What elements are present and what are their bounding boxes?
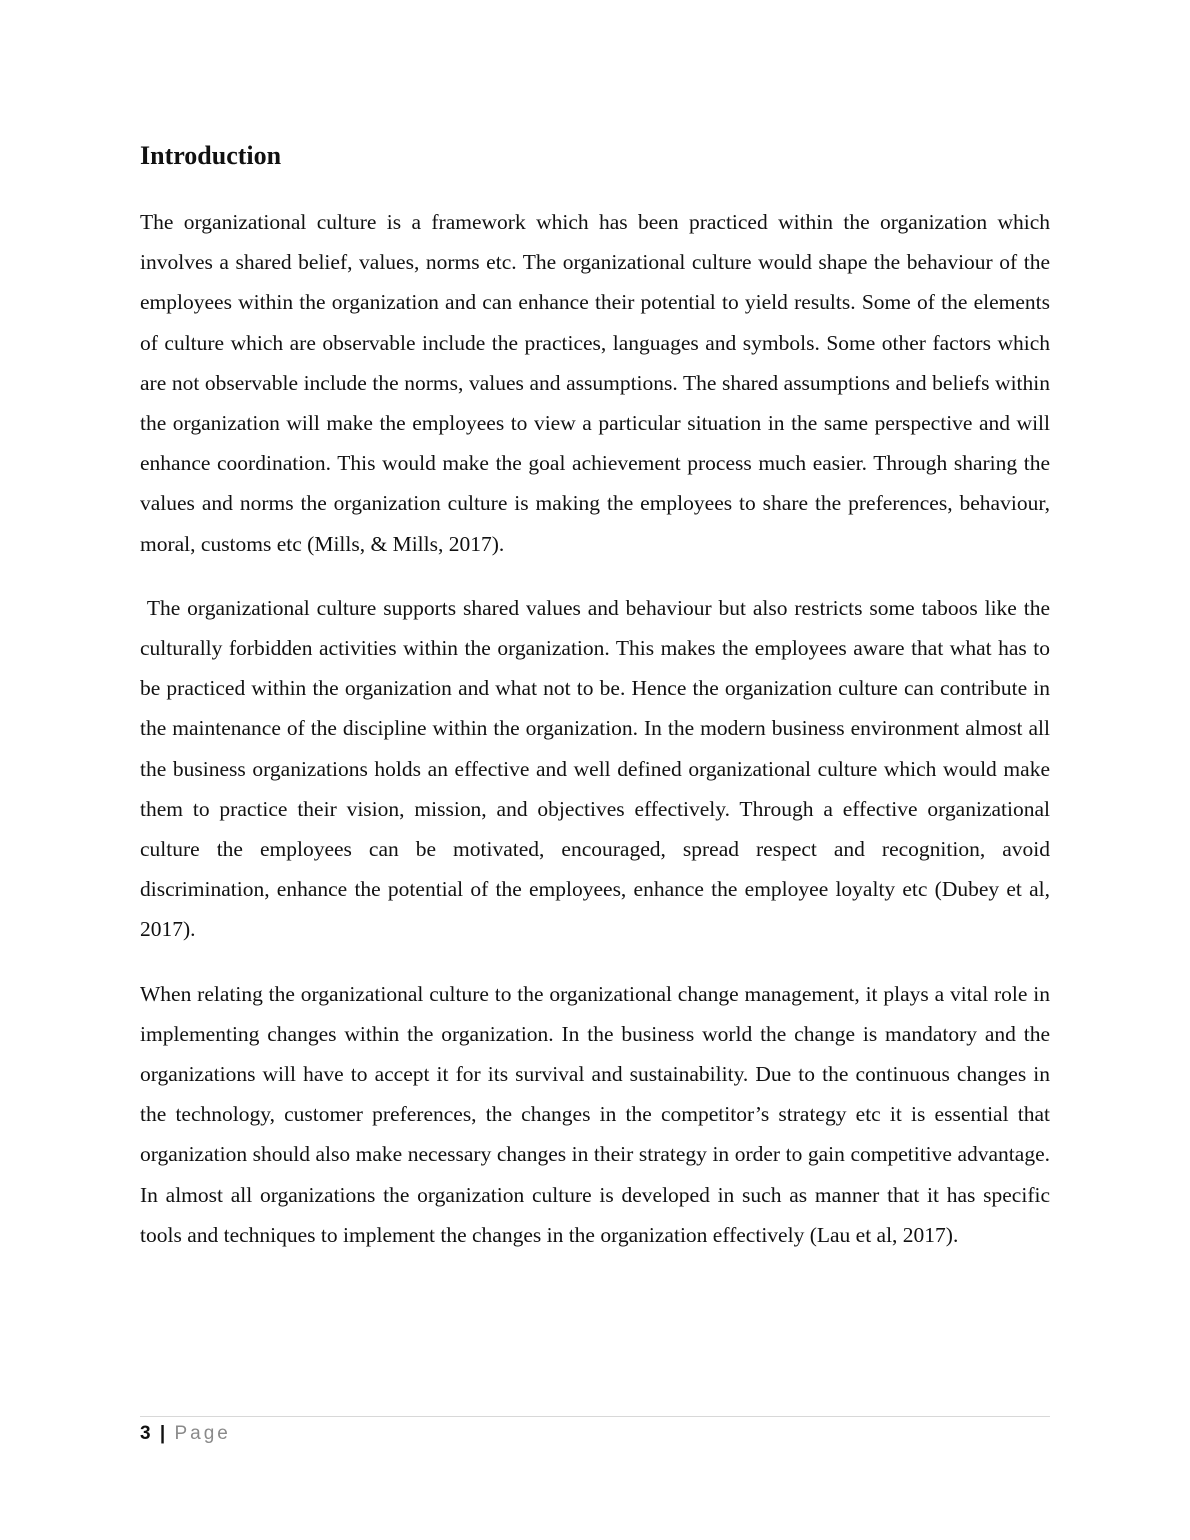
paragraph-2: The organizational culture supports shared values and behaviour but also restricts some taboos like the culturally forbidden activities within the organization. This makes the employees aware that what has to be practiced within the organization and what not to be. Hence the organization culture can contribute in the maintenance of the discipline within the organization. In the modern business environment almost all the business organizations holds an effective and well defined organizational culture which would make them to practice their vision, mission, and objectives effectively. Through a effective organizational culture the employees can be motivated, encouraged, spread respect and recognition, avoid discrimination, enhance the potential of the employees, enhance the employee loyalty etc (Dubey et al, 2017). bbox=[140, 595, 1050, 942]
paragraph-3: When relating the organizational culture to the organizational change management, it plays a vital role in implementing changes within the organization. In the business world the change is mandatory and the organizations will have to accept it for its survival and sustainability. Due to the continuous changes in the technology, customer preferences, the changes in the competitor’s strategy etc it is essential that organization should also make necessary changes in their strategy in order to gain competitive advantage. In almost all organizations the organization culture is developed in such as manner that it has specific tools and techniques to implement the changes in the organization effectively (Lau et al, 2017). bbox=[140, 981, 1050, 1247]
page-number: 3 bbox=[140, 1423, 151, 1444]
page-label: Page bbox=[174, 1423, 231, 1444]
paragraph-1: The organizational culture is a framework which has been practiced within the organization which involves a shared belief, values, norms etc. The organizational culture would shape the behaviour of the employees within the organization and can enhance their potential to yield results. Some of the elements of culture which are observable include the practices, languages and symbols. Some other factors which are not observable include the norms, values and assumptions. The shared assumptions and beliefs within the organization will make the employees to view a particular situation in the same perspective and will enhance coordination. This would make the goal achievement process much easier. Through sharing the values and norms the organization culture is making the employees to share the preferences, behaviour, moral, customs etc (Mills, & Mills, 2017). bbox=[140, 210, 1050, 556]
footer-separator: | bbox=[159, 1423, 166, 1444]
section-heading: Introduction bbox=[140, 141, 282, 170]
page-footer bbox=[140, 1416, 1050, 1446]
page-content bbox=[140, 136, 1050, 1279]
